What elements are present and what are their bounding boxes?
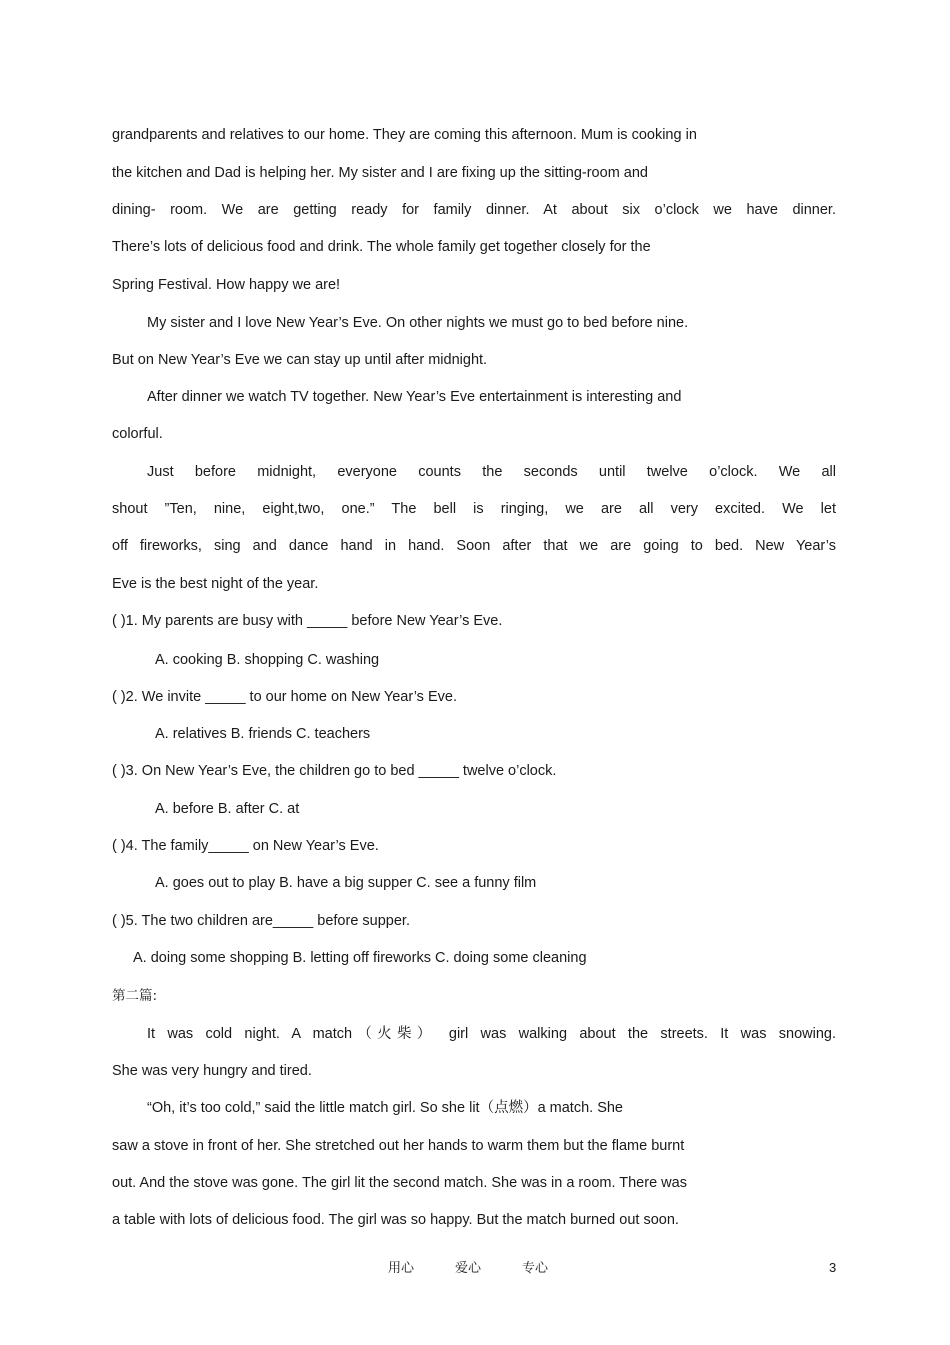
section-heading: 第二篇: — [112, 988, 158, 1004]
passage-line: There’s lots of delicious food and drink. The whole family get together closely for the — [112, 239, 651, 255]
passage-line: “Oh, it’s too cold,” said the little match girl. So she lit（点燃）a match. She — [147, 1100, 624, 1116]
page-number: 3 — [829, 1260, 837, 1275]
passage-line: But on New Year’s Eve we can stay up until after midnight. — [112, 352, 488, 368]
passage-line: out. And the stove was gone. The girl lit the second match. She was in a room. There was — [112, 1175, 687, 1191]
passage-line: Spring Festival. How happy we are! — [112, 277, 341, 293]
passage-line: grandparents and relatives to our home. They are coming this afternoon. Mum is cooking in — [112, 127, 697, 143]
question-options: A. doing some shopping B. letting off fireworks C. doing some cleaning — [133, 950, 587, 966]
passage-line: colorful. — [112, 426, 163, 442]
passage-line: It was cold night. A match（火柴） girl was walking about the streets. It was snowing. — [147, 1026, 836, 1042]
passage-line: saw a stove in front of her. She stretched out her hands to warm them but the flame burnt — [112, 1138, 685, 1154]
footer-motto: 专心 — [521, 1261, 548, 1276]
passage-line: a table with lots of delicious food. The girl was so happy. But the match burned out soon. — [112, 1212, 679, 1228]
passage-line: Just before midnight, everyone counts the seconds until twelve o’clock. We all — [147, 464, 836, 480]
footer-motto: 爱心 — [454, 1261, 481, 1276]
question-stem: ( )1. My parents are busy with _____ before New Year’s Eve. — [112, 613, 503, 629]
question-stem: ( )5. The two children are_____ before supper. — [112, 913, 410, 929]
passage-line: the kitchen and Dad is helping her. My sister and I are fixing up the sitting-room and — [112, 165, 648, 181]
passage-line: My sister and I love New Year’s Eve. On other nights we must go to bed before nine. — [147, 315, 689, 331]
question-options: A. cooking B. shopping C. washing — [155, 652, 380, 668]
passage-line: Eve is the best night of the year. — [112, 576, 319, 592]
question-options: A. relatives B. friends C. teachers — [155, 726, 371, 742]
passage-line: After dinner we watch TV together. New Year’s Eve entertainment is interesting and — [147, 389, 682, 405]
question-options: A. before B. after C. at — [155, 801, 300, 817]
passage-line: She was very hungry and tired. — [112, 1063, 312, 1079]
question-stem: ( )2. We invite _____ to our home on New Year’s Eve. — [112, 689, 457, 705]
question-options: A. goes out to play B. have a big supper C. see a funny film — [155, 875, 537, 891]
passage-line: off fireworks, sing and dance hand in hand. Soon after that we are going to bed. New Year’s — [112, 538, 836, 554]
question-stem: ( )3. On New Year’s Eve, the children go to bed _____ twelve o’clock. — [112, 763, 557, 779]
question-stem: ( )4. The family_____ on New Year’s Eve. — [112, 838, 379, 854]
passage-line: dining- room. We are getting ready for family dinner. At about six o’clock we have dinner. — [112, 202, 836, 218]
footer-motto: 用心 — [388, 1261, 415, 1276]
page-footer — [388, 1257, 548, 1276]
passage-line: shout ”Ten, nine, eight,two, one.” The bell is ringing, we are all very excited. We let — [112, 501, 836, 517]
